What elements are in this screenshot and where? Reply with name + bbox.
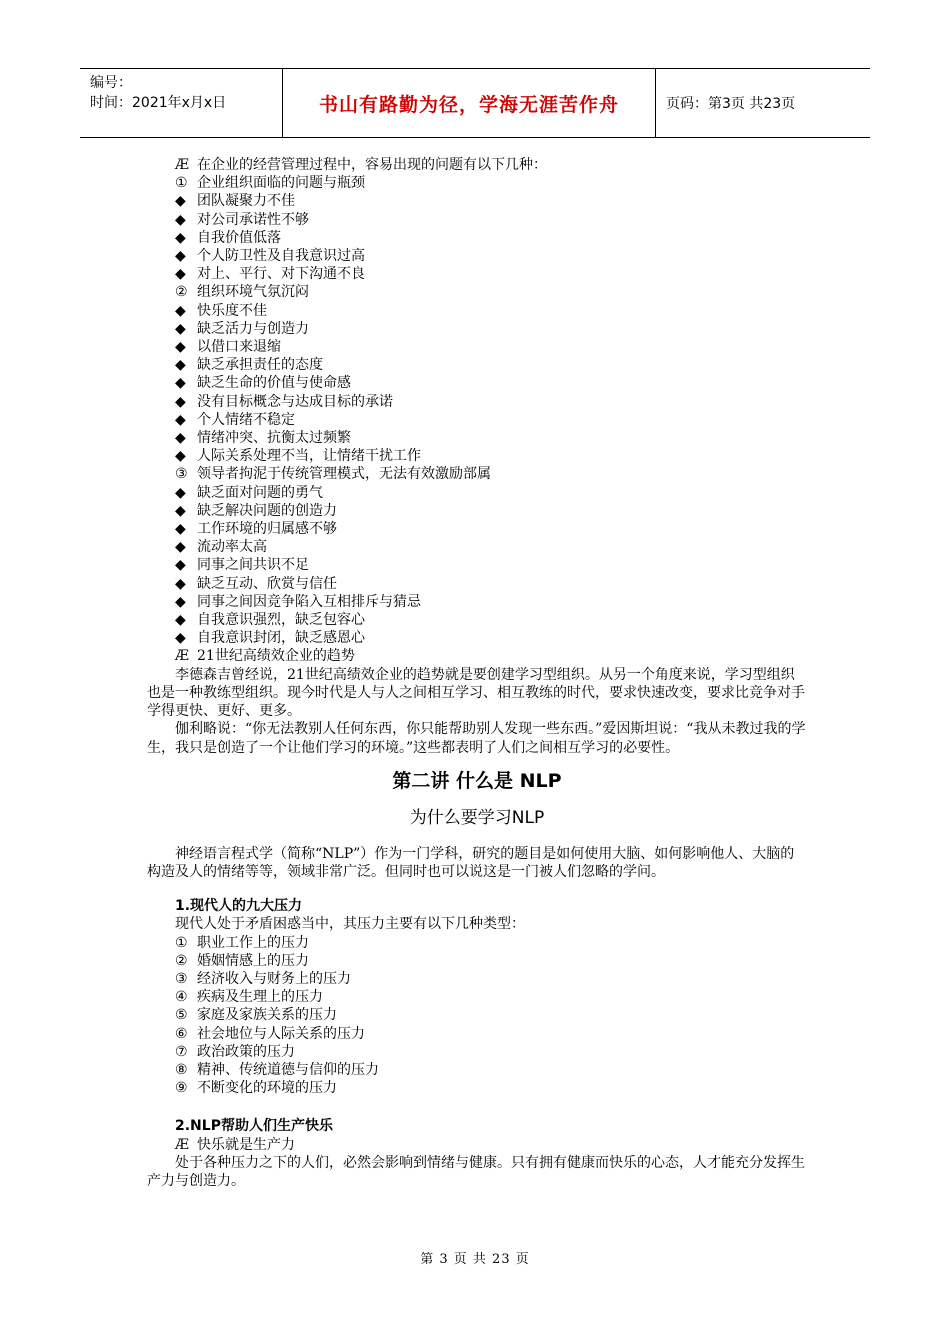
problem-item [147, 575, 807, 593]
number-label: 编号： [90, 75, 132, 91]
problem-item-text: 以借口来退缩 [197, 339, 281, 356]
problem-item-text: 缺乏承担责任的态度 [197, 357, 323, 374]
pressure-item-text: 经济收入与财务上的压力 [197, 970, 351, 987]
problem-item-text: 缺乏生命的价值与使命感 [197, 375, 351, 392]
problem-item-text: 流动率太高 [197, 539, 267, 556]
diamond-bullet-icon: ◆ [175, 193, 186, 210]
problem-item-text: 个人防卫性及自我意识过高 [197, 248, 365, 265]
diamond-bullet-icon: ◆ [175, 612, 186, 629]
problem-item-text: 自我意识封闭，缺乏感恩心 [197, 630, 365, 647]
pressure-item-text: 疾病及生理上的压力 [197, 989, 323, 1006]
diamond-bullet-icon: ◆ [175, 575, 186, 592]
diamond-bullet-icon: ◆ [175, 302, 186, 319]
diamond-bullet-icon: ◆ [175, 339, 186, 356]
problem-item [147, 247, 807, 265]
problem-item [147, 611, 807, 629]
diamond-bullet-icon: ◆ [175, 484, 186, 501]
problem-item-text: 缺乏互动、欣赏与信任 [197, 575, 337, 592]
section1-intro: Æ 在企业的经营管理过程中，容易出现的问题有以下几种： [175, 157, 547, 173]
problem-item [147, 374, 807, 392]
problem-item-text: 快乐度不佳 [197, 302, 267, 319]
number-marker: ② [175, 952, 188, 969]
diamond-bullet-icon: ◆ [175, 248, 186, 265]
problem-item-text: 自我价值低落 [197, 229, 281, 246]
diamond-bullet-icon: ◆ [175, 430, 186, 447]
problem-item-text: 个人情绪不稳定 [197, 411, 295, 428]
problem-item-text: 缺乏面对问题的勇气 [197, 484, 323, 501]
problem-item [147, 538, 807, 556]
nlp-happy-sub: Æ 快乐就是生产力 [175, 1136, 295, 1153]
problem-item [147, 211, 807, 229]
pressure-item-text: 婚姻情感上的压力 [197, 952, 309, 969]
pressure-list [147, 934, 807, 1098]
section2-para1: 李德森吉曾经说，21世纪高绩效企业的趋势就是要创建学习型组织。从另一个角度来说，学习型组织也是一种教练型组织。现今时代是人与人之间相互学习、相互教练的时代，要求快速改变，要求比竞争对手学得更快、更好、更多。 [147, 666, 805, 720]
chapter-title: 第二讲 什么是 NLP [392, 769, 562, 792]
problem-item [147, 429, 807, 447]
pressure-item-text: 精神、传统道德与信仰的压力 [197, 1061, 379, 1078]
nlp-happy-heading: 2.NLP帮助人们生产快乐 [175, 1118, 333, 1135]
pressure-item [147, 1061, 807, 1079]
problem-item [147, 229, 807, 247]
number-marker: ③ [175, 466, 188, 483]
problem-item-text: 缺乏活力与创造力 [197, 320, 309, 337]
diamond-bullet-icon: ◆ [175, 266, 186, 283]
header-info [80, 69, 282, 137]
diamond-bullet-icon: ◆ [175, 375, 186, 392]
diamond-bullet-icon: ◆ [175, 357, 186, 374]
problem-item-text: 对公司承诺性不够 [197, 211, 309, 228]
problem-item [147, 593, 807, 611]
pressure-item-text: 政治政策的压力 [197, 1043, 295, 1060]
number-marker: ⑧ [175, 1061, 188, 1078]
ae-marker: Æ [175, 648, 190, 665]
number-marker: ① [175, 934, 188, 951]
problem-item [147, 302, 807, 320]
diamond-bullet-icon: ◆ [175, 448, 186, 465]
header-page-label: 页码：第3页 共23页 [666, 96, 796, 112]
problem-item [147, 265, 807, 283]
number-marker: ⑤ [175, 1007, 188, 1024]
problem-item [147, 411, 807, 429]
section2-title: Æ 21世纪高绩效企业的趋势 [175, 648, 355, 665]
pressure-item [147, 1079, 807, 1097]
diamond-bullet-icon: ◆ [175, 593, 186, 610]
problem-group-title [147, 283, 807, 301]
page-footer: 第 3 页 共 23 页 [420, 1252, 530, 1267]
ae-marker: Æ [175, 157, 190, 173]
pressure-item [147, 970, 807, 988]
problem-item-text: 情绪冲突、抗衡太过频繁 [197, 430, 351, 447]
header-motto: 书山有路勤为径，学海无涯苦作舟 [282, 69, 656, 137]
number-marker: ② [175, 284, 188, 301]
ae-marker: Æ [175, 1136, 190, 1153]
problem-item-text: 缺乏解决问题的创造力 [197, 502, 337, 519]
problem-item-text: 工作环境的归属感不够 [197, 521, 337, 538]
diamond-bullet-icon: ◆ [175, 557, 186, 574]
section2-para2: 伽利略说：“你无法教别人任何东西，你只能帮助别人发现一些东西。”爱因斯坦说：“我从未教过我的学生，我只是创造了一个让他们学习的环境。”这些都表明了人们之间相互学习的必要性。 [147, 721, 806, 756]
problem-item [147, 629, 807, 647]
diamond-bullet-icon: ◆ [175, 539, 186, 556]
pressure-item [147, 934, 807, 952]
chapter-subtitle: 为什么要学习NLP [409, 807, 545, 828]
pressure-heading: 1.现代人的九大压力 [175, 898, 303, 915]
nlp-happy-para: 处于各种压力之下的人们，必然会影响到情绪与健康。只有拥有健康而快乐的心态，人才能充分发挥生产力与创造力。 [147, 1154, 805, 1189]
problem-item-text: 同事之间因竞争陷入互相排斥与猜忌 [197, 593, 421, 610]
pressure-item [147, 952, 807, 970]
problem-item [147, 338, 807, 356]
time-label: 时间：2021年x月x日 [90, 95, 227, 111]
number-marker: ⑥ [175, 1025, 188, 1042]
pressure-item [147, 988, 807, 1006]
diamond-bullet-icon: ◆ [175, 320, 186, 337]
problem-group-title-text: 领导者拘泥于传统管理模式，无法有效激励部属 [197, 466, 491, 483]
diamond-bullet-icon: ◆ [175, 630, 186, 647]
chapter-intro: 神经语言程式学（简称“NLP”）作为一门学科，研究的题目是如何使用大脑、如何影响他人、大脑的构造及人的情绪等等，领域非常广泛。但同时也可以说这是一门被人们忽略的学问。 [147, 845, 795, 880]
problem-group-title [147, 174, 807, 192]
number-marker: ① [175, 175, 188, 192]
problem-item-text: 团队凝聚力不佳 [197, 193, 295, 210]
problem-item [147, 192, 807, 210]
problem-item-text: 人际关系处理不当，让情绪干扰工作 [197, 448, 421, 465]
pressure-item-text: 社会地位与人际关系的压力 [197, 1025, 365, 1042]
problem-item [147, 484, 807, 502]
problem-item [147, 320, 807, 338]
number-marker: ⑦ [175, 1043, 188, 1060]
pressure-item-text: 不断变化的环境的压力 [197, 1080, 337, 1097]
diamond-bullet-icon: ◆ [175, 393, 186, 410]
problem-item [147, 520, 807, 538]
diamond-bullet-icon: ◆ [175, 411, 186, 428]
problem-group-title [147, 465, 807, 483]
pressure-item [147, 1043, 807, 1061]
problem-list [147, 174, 807, 647]
problem-item-text: 对上、平行、对下沟通不良 [197, 266, 365, 283]
problem-item [147, 393, 807, 411]
problem-item [147, 447, 807, 465]
diamond-bullet-icon: ◆ [175, 211, 186, 228]
problem-item-text: 同事之间共识不足 [197, 557, 309, 574]
pressure-intro: 现代人处于矛盾困惑当中，其压力主要有以下几种类型： [175, 916, 525, 933]
problem-group-title-text: 组织环境气氛沉闷 [197, 284, 309, 301]
diamond-bullet-icon: ◆ [175, 502, 186, 519]
problem-group-title-text: 企业组织面临的问题与瓶颈 [197, 175, 365, 192]
pressure-item-text: 职业工作上的压力 [197, 934, 309, 951]
problem-item-text: 没有目标概念与达成目标的承诺 [197, 393, 393, 410]
pressure-item [147, 1025, 807, 1043]
pressure-item-text: 家庭及家族关系的压力 [197, 1007, 337, 1024]
number-marker: ③ [175, 970, 188, 987]
number-marker: ⑨ [175, 1080, 188, 1097]
pressure-item [147, 1006, 807, 1024]
problem-item [147, 502, 807, 520]
diamond-bullet-icon: ◆ [175, 521, 186, 538]
number-marker: ④ [175, 989, 188, 1006]
diamond-bullet-icon: ◆ [175, 229, 186, 246]
document-body [147, 156, 807, 1190]
problem-item-text: 自我意识强烈，缺乏包容心 [197, 612, 365, 629]
problem-item [147, 556, 807, 574]
problem-item [147, 356, 807, 374]
page-header [80, 68, 870, 138]
